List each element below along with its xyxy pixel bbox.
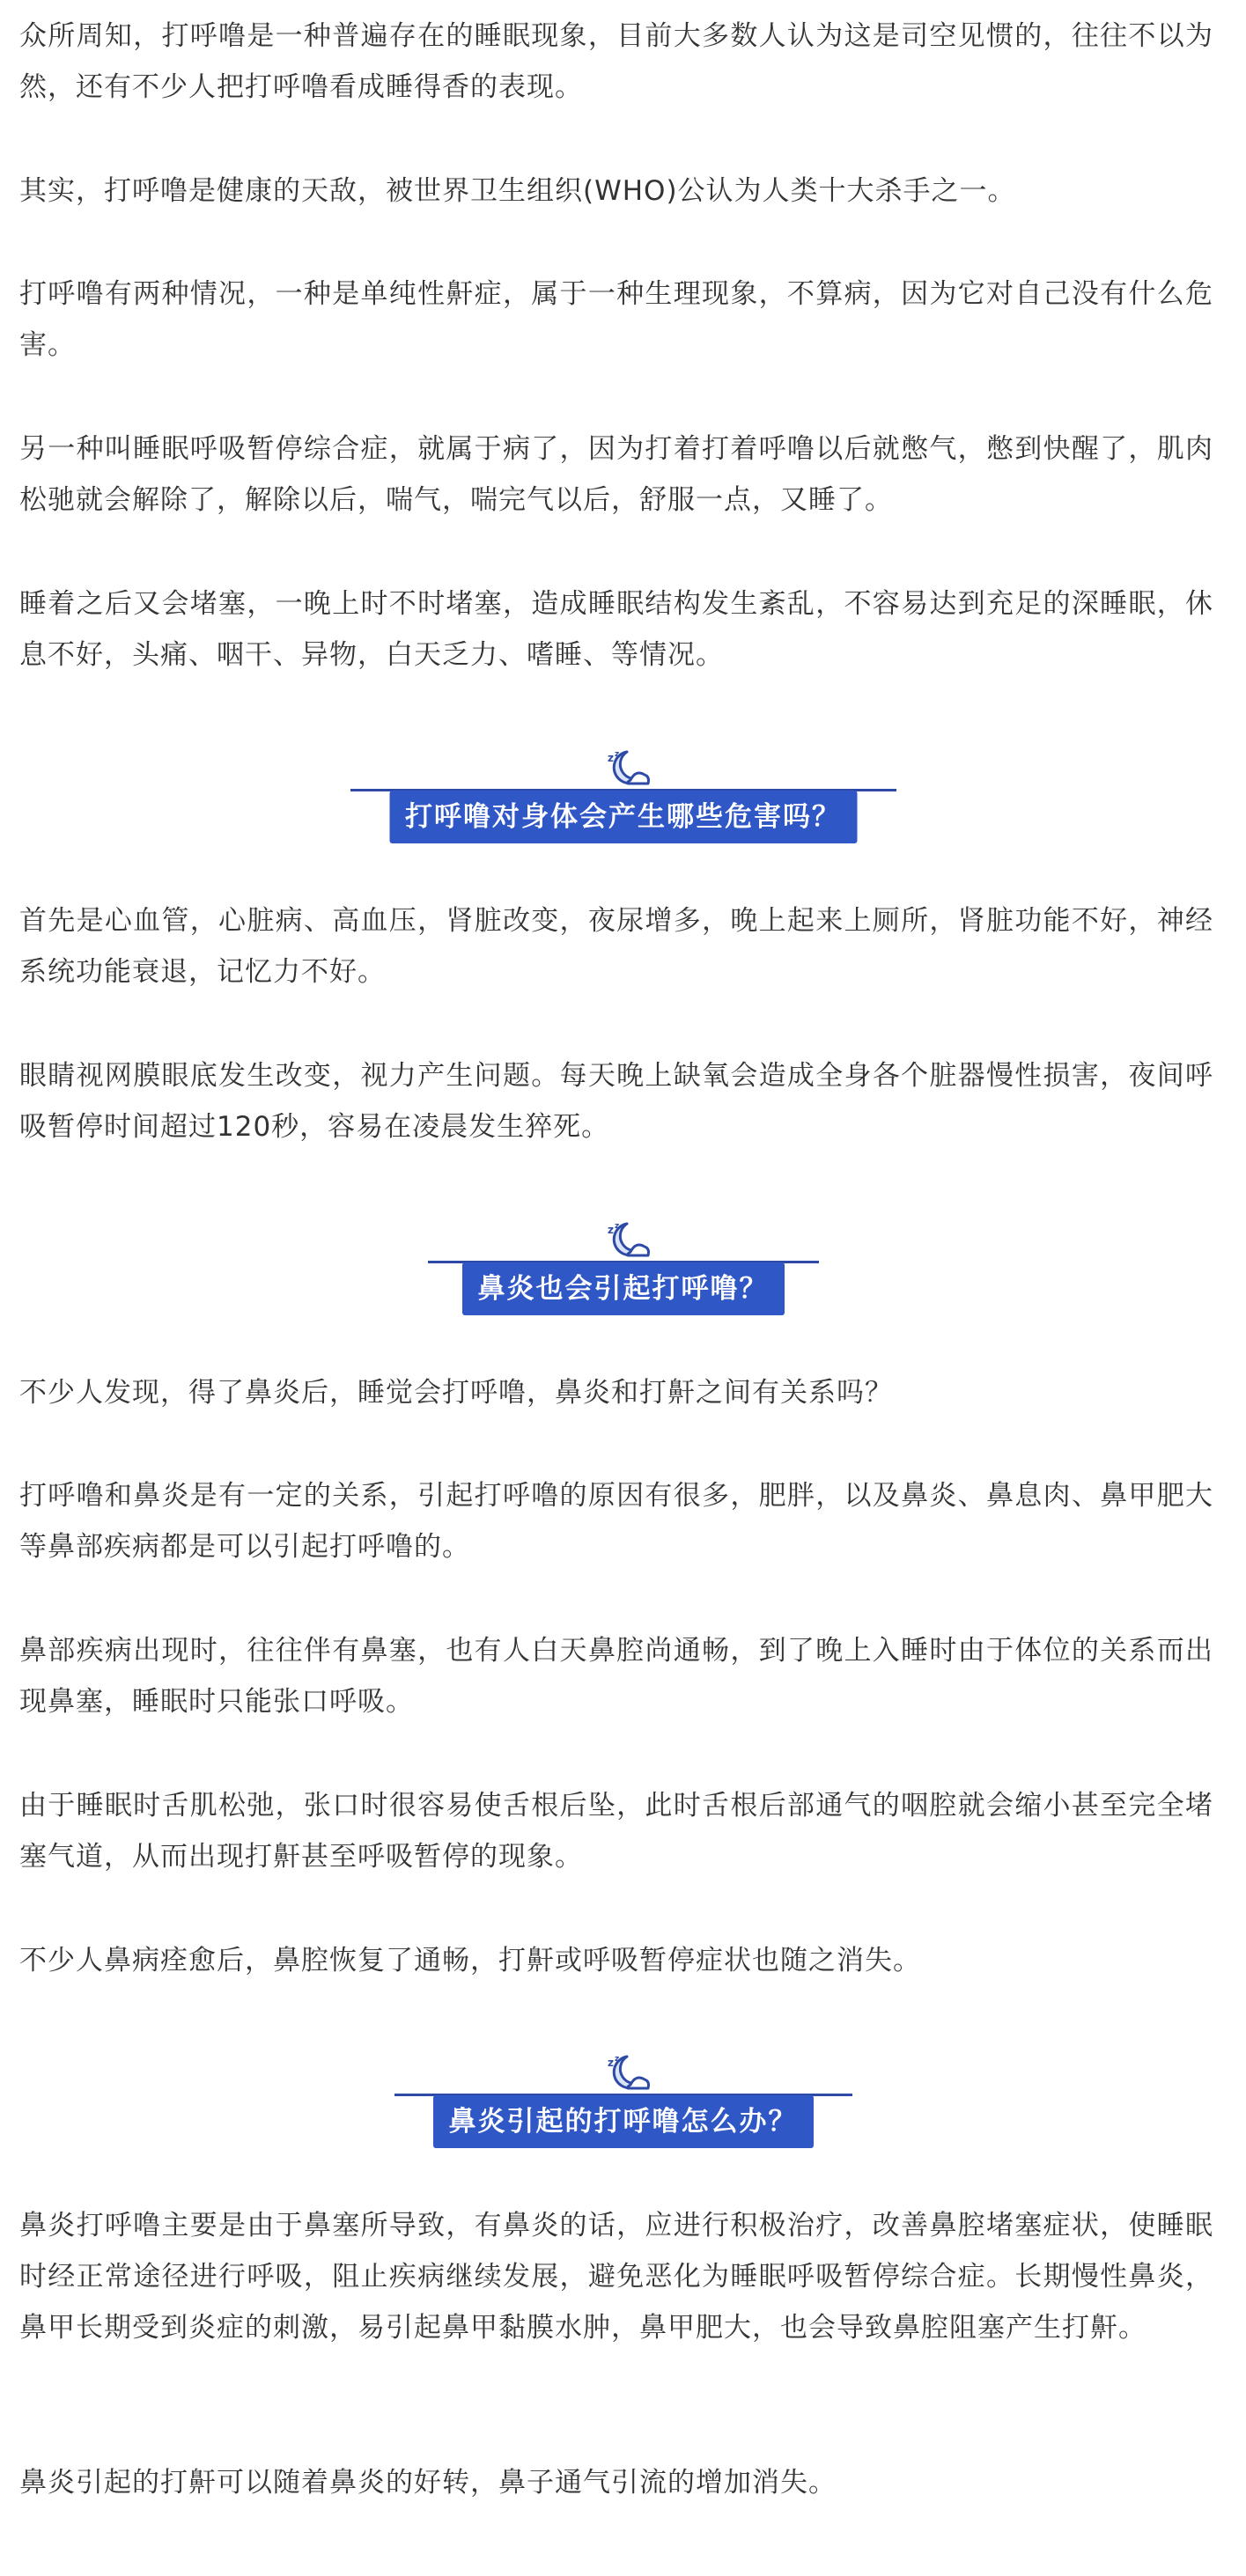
paragraph: 鼻部疾病出现时，往往伴有鼻塞，也有人白天鼻腔尚通畅，到了晚上入睡时由于体位的关系而出现鼻塞，睡眠时只能张口呼吸。: [19, 1635, 1213, 1718]
svg-text:z: z: [607, 752, 614, 764]
paragraph: 另一种叫睡眠呼吸暂停综合症，就属于病了，因为打着打着呼噜以后就憋气，憋到快醒了，肌肉松驰就会解除了，解除以后，喘气，喘完气以后，舒服一点，又睡了。: [19, 433, 1213, 516]
svg-text:z: z: [607, 2057, 614, 2069]
paragraph: 众所周知，打呼噜是一种普遍存在的睡眠现象，目前大多数人认为这是司空见惯的，往往不以为然，还有不少人把打呼噜看成睡得香的表现。: [19, 20, 1213, 103]
svg-text:z: z: [607, 1224, 614, 1236]
paragraph: 睡着之后又会堵塞，一晚上时不时堵塞，造成睡眠结构发生紊乱，不容易达到充足的深睡眠，休息不好，头痛、咽干、异物，白天乏力、嗜睡、等情况。: [19, 588, 1213, 671]
section-title: 鼻炎引起的打呼噜怎么办？: [433, 2095, 814, 2148]
paragraph: 鼻炎打呼噜主要是由于鼻塞所导致，有鼻炎的话，应进行积极治疗，改善鼻腔堵塞症状，使睡眠时经正常途径进行呼吸，阻止疾病继续发展，避免恶化为睡眠呼吸暂停综合症。长期慢性鼻炎，鼻甲长期受到炎症的刺激，易引起鼻甲黏膜水肿，鼻甲肥大，也会导致鼻腔阻塞产生打鼾。: [19, 2210, 1213, 2344]
paragraph: 不少人发现，得了鼻炎后，睡觉会打呼噜，鼻炎和打鼾之间有关系吗？: [19, 1377, 893, 1409]
svg-text:z: z: [614, 750, 619, 759]
paragraph: 其实，打呼噜是健康的天敌，被世界卫生组织(WHO)公认为人类十大杀手之一。: [19, 175, 1016, 207]
section-header-treatment: [0, 2051, 1246, 2155]
svg-text:z: z: [614, 2055, 619, 2064]
paragraph: 不少人鼻病痊愈后，鼻腔恢复了通畅，打鼾或呼吸暂停症状也随之消失。: [19, 1945, 921, 1976]
sleeping-moon-icon: [595, 1218, 652, 1261]
section-title: 打呼噜对身体会产生哪些危害吗？: [389, 791, 857, 843]
section-header-health-hazards: [0, 747, 1246, 850]
paragraph: 打呼噜有两种情况，一种是单纯性鼾症，属于一种生理现象，不算病，因为它对自己没有什么危害。: [19, 278, 1213, 361]
sleeping-moon-icon: [595, 747, 652, 789]
section-header-rhinitis-snoring: [0, 1218, 1246, 1322]
paragraph: 鼻炎引起的打鼾可以随着鼻炎的好转，鼻子通气引流的增加消失。: [19, 2467, 837, 2499]
sleeping-moon-icon: [595, 2051, 652, 2094]
svg-text:z: z: [614, 1222, 619, 1231]
paragraph: 由于睡眠时舌肌松弛，张口时很容易使舌根后坠，此时舌根后部通气的咽腔就会缩小甚至完全堵塞气道，从而出现打鼾甚至呼吸暂停的现象。: [19, 1790, 1213, 1873]
section-title: 鼻炎也会引起打呼噜？: [462, 1262, 785, 1315]
paragraph: 眼睛视网膜眼底发生改变，视力产生问题。每天晚上缺氧会造成全身各个脏器慢性损害，夜间呼吸暂停时间超过120秒，容易在凌晨发生猝死。: [19, 1060, 1213, 1143]
paragraph: 首先是心血管，心脏病、高血压，肾脏改变，夜尿增多，晚上起来上厕所，肾脏功能不好，神经系统功能衰退，记忆力不好。: [19, 905, 1213, 988]
paragraph: 打呼噜和鼻炎是有一定的关系，引起打呼噜的原因有很多，肥胖，以及鼻炎、鼻息肉、鼻甲肥大等鼻部疾病都是可以引起打呼噜的。: [19, 1480, 1213, 1563]
